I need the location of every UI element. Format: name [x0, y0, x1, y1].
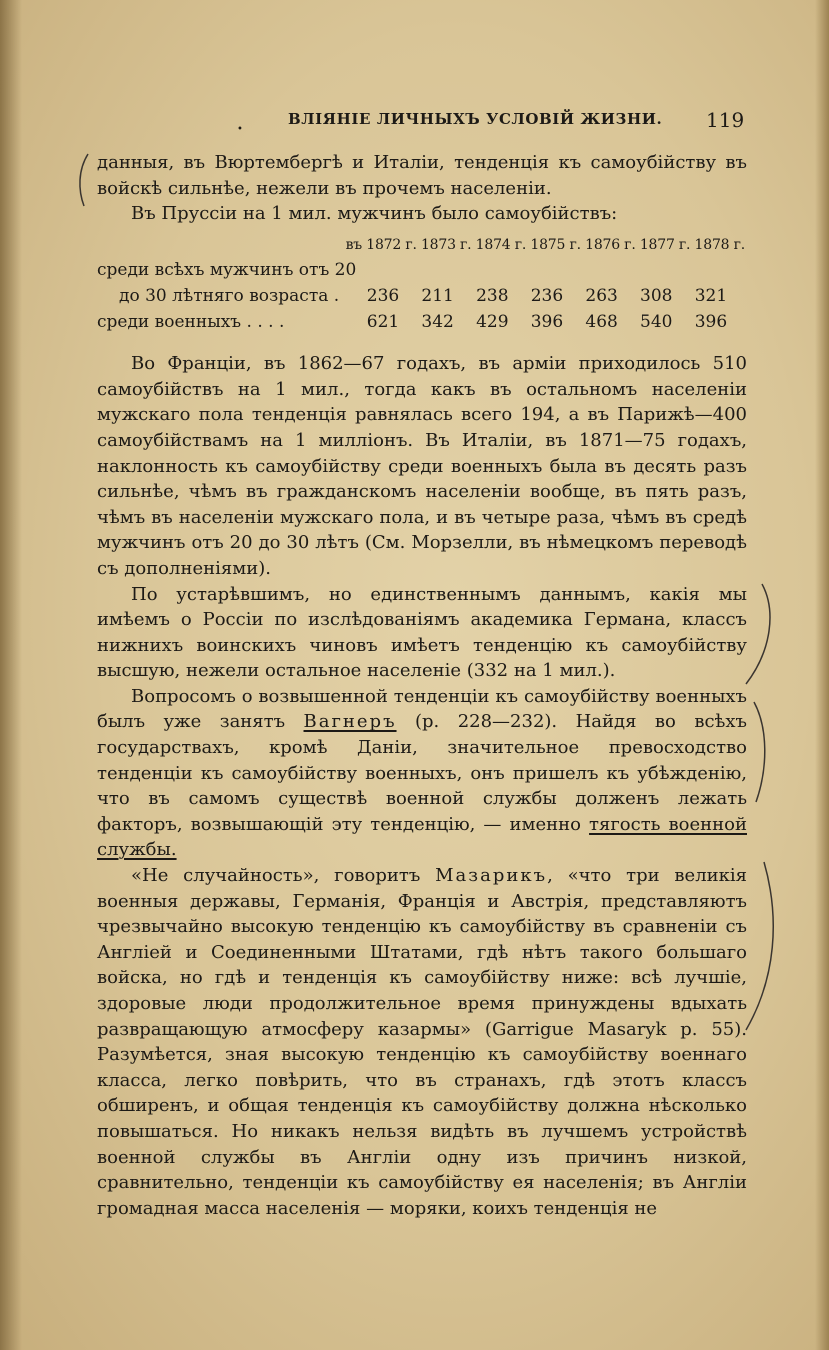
paragraph-3: Во Франціи, въ 1862—67 годахъ, въ арміи приходилось 510 самоубійствъ на 1 мил., тогда какъ въ остальномъ населеніи мужскаго пола тенденція равнялась всего 194, а въ Парижѣ—400 самоубійствамъ на 1 милліонъ. Въ Италіи, въ 1871—75 годахъ, наклонность къ самоубійству среди военныхъ была въ десять разъ сильнѣе, чѣмъ въ гражданскомъ населеніи вообще, въ пять разъ, чѣмъ въ населеніи мужскаго пола, и въ четыре раза, чѣмъ въ средѣ мужчинъ отъ 20 до 30 лѣтъ (См. Морзелли, въ нѣмецкомъ переводѣ съ дополненіями). — [97, 353, 747, 579]
paragraph-1: данныя, въ Вюртембергѣ и Италіи, тенденція къ самоубійству въ войскѣ сильнѣе, нежели въ прочемъ населеніи. — [97, 152, 747, 199]
table-row — [97, 310, 747, 336]
table-row-label: среди всѣхъ мужчинъ отъ 20 — [97, 260, 357, 281]
table-cell: 342 — [421, 311, 454, 332]
table-row — [97, 258, 747, 284]
pencil-bracket-mark — [742, 858, 782, 1038]
paragraph-4: По устарѣвшимъ, но единственнымъ даннымъ, какія мы имѣемъ о Россіи по изслѣдованіямъ академика Германа, классъ нижнихъ воинскихъ чиновъ имѣетъ тенденцію къ самоубійству высшую, нежели остальное населеніе (332 на 1 мил.). — [97, 583, 747, 682]
pencil-bracket-mark — [70, 150, 100, 210]
paragraph-2: Въ Пруссіи на 1 мил. мужчинъ было самоубійствъ: — [131, 203, 618, 225]
table-cell: 236 — [366, 285, 400, 306]
author-name: Вагнеръ — [303, 711, 397, 733]
table-cell: 396 — [530, 311, 564, 332]
table-cell: 238 — [476, 285, 509, 306]
pencil-bracket-mark — [748, 698, 778, 808]
underlined-phrase: тягость военной службы. — [97, 813, 747, 861]
table-cell: 308 — [640, 285, 673, 306]
table-cell: 540 — [640, 311, 673, 332]
suicide-table — [97, 233, 747, 335]
table-row-label: среди военныхъ . . . . — [97, 311, 285, 332]
body-text — [97, 150, 747, 1221]
table-row — [97, 284, 747, 310]
table-cell: 211 — [421, 285, 454, 306]
table-cell: 468 — [585, 311, 618, 332]
table-row-label: до 30 лѣтняго возраста . — [119, 285, 340, 306]
paragraph-6: «Не случайность», говоритъ Мазарикъ, «что три великія военныя державы, Германія, Франція и Австрія, представляютъ чрезвычайно высокую тенденцію къ самоубійству въ сравненіи съ Англіей и Соединенными Штатами, гдѣ нѣтъ такого большаго войска, но гдѣ и тенденція къ самоубійству ниже: всѣ лучшіе, здоровые люди продолжительное время принуждены вдыхать развращающую атмосферу казармы» (Garrigue Masaryk р. 55). Разумѣется, зная высокую тенденцію къ самоубійству военнаго класса, легко повѣрить, что въ странахъ, гдѣ этотъ классъ обширенъ, и общая тенденція къ самоубійству должна нѣсколько повышаться. Но никакъ нельзя видѣть въ лучшемъ устройствѣ военной службы въ Англіи одну изъ причинъ низкой, сравнительно, тенденціи къ самоубійству ея населенія; въ Англіи громадная масса населенія — моряки, коихъ тенденція не — [97, 865, 747, 1219]
table-cell: 396 — [694, 311, 728, 332]
table-years-header: въ 1872 г. 1873 г. 1874 г. 1875 г. 1876 г. 1877 г. 1878 г. — [345, 236, 745, 253]
table-cell: 621 — [366, 311, 400, 332]
paragraph-5: Вопросомъ о возвышенной тенденціи къ самоубійству военныхъ былъ уже занятъ Вагнеръ (р. 228—232). Найдя во всѣхъ государствахъ, кромѣ Даніи, значительное превосходство тенденціи къ самоубійству военныхъ, онъ пришелъ къ убѣжденію, что въ самомъ существѣ военной службы долженъ лежать факторъ, возвышающій эту тенденцію, — именно тягость военной службы. — [97, 685, 748, 861]
ornament-dot: • — [237, 124, 243, 135]
table-cell: 263 — [585, 285, 618, 306]
table-cell: 429 — [476, 311, 509, 332]
table-cell: 236 — [530, 285, 564, 306]
running-head: ВЛІЯНІЕ ЛИЧНЫХЪ УСЛОВІЙ ЖИЗНИ. — [288, 110, 663, 128]
page-number: 119 — [706, 108, 745, 132]
table-cell: 321 — [694, 285, 728, 306]
author-name: Мазарикъ — [435, 865, 548, 887]
pencil-bracket-mark — [742, 580, 782, 690]
